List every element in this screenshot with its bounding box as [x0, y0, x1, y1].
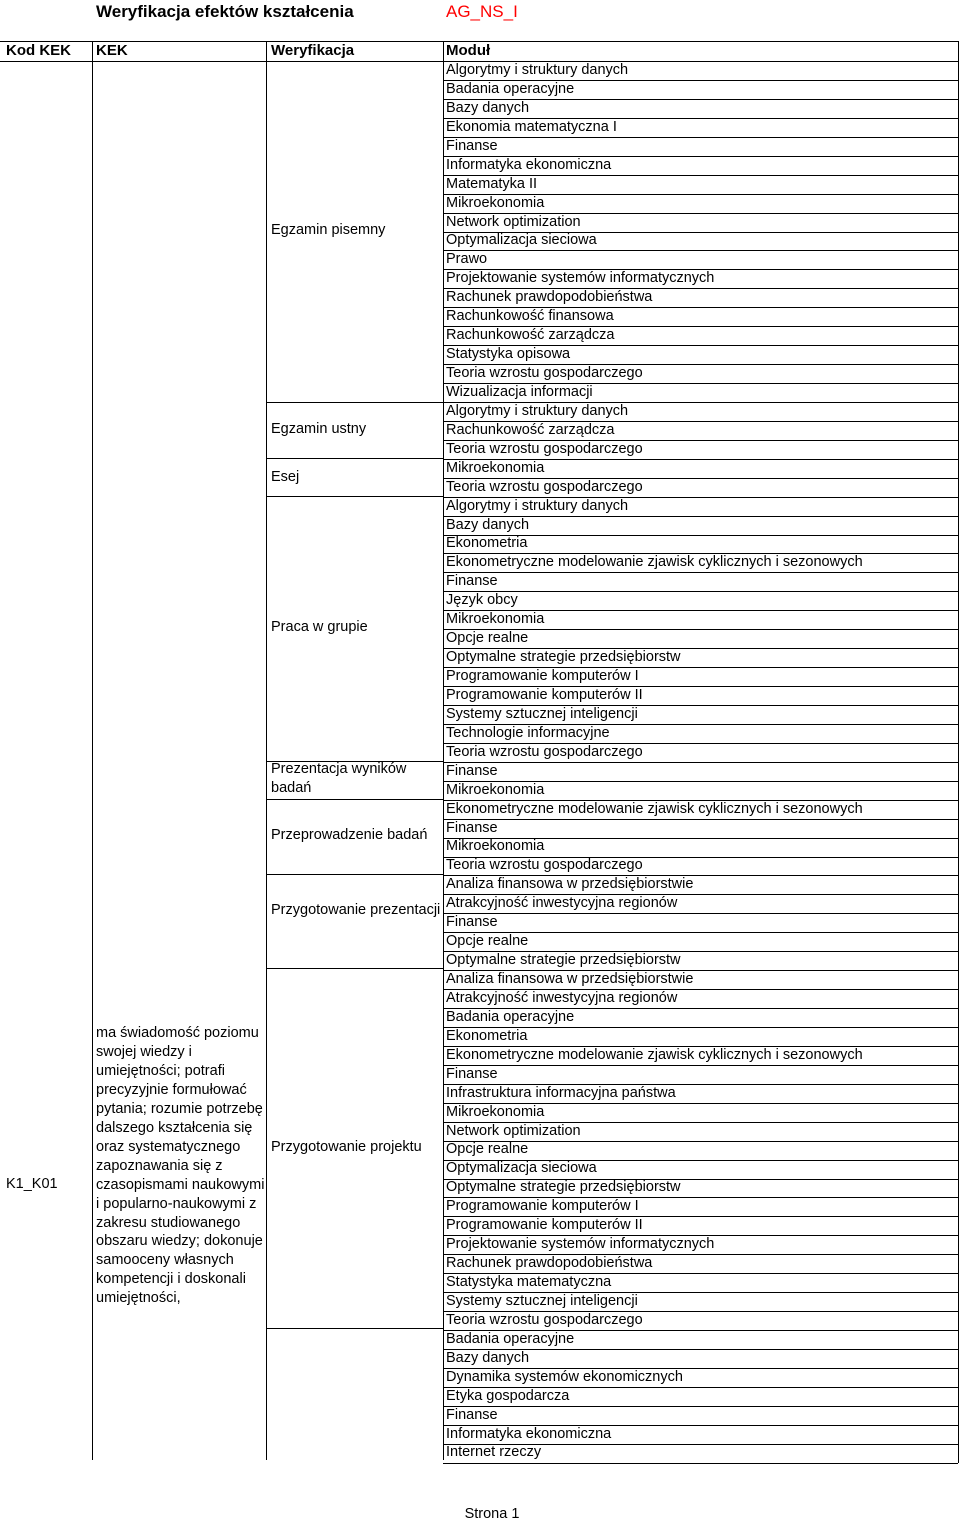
- module-item: Język obcy: [446, 592, 518, 609]
- module-item: Ekonometria: [446, 1027, 528, 1044]
- module-item: Optymalne strategie przedsiębiorstw: [446, 1179, 681, 1196]
- group-separator: [266, 874, 443, 875]
- module-item: Bazy danych: [446, 99, 530, 116]
- method-przeprowadzenie-badan: Przeprowadzenie badań: [271, 827, 428, 843]
- module-item: Wizualizacja informacji: [446, 383, 593, 400]
- module-item: Badania operacyjne: [446, 1008, 575, 1025]
- module-row-line: [443, 1463, 958, 1464]
- module-item: Ekonometria: [446, 535, 528, 552]
- module-item: Mikroekonomia: [446, 838, 545, 855]
- group-separator: [266, 402, 443, 403]
- module-item: Mikroekonomia: [446, 611, 545, 628]
- module-item: Finanse: [446, 914, 498, 931]
- module-item: Teoria wzrostu gospodarczego: [446, 857, 643, 874]
- module-item: Atrakcyjność inwestycyjna regionów: [446, 895, 678, 912]
- module-item: Informatyka ekonomiczna: [446, 1425, 612, 1442]
- module-item: Infrastruktura informacyjna państwa: [446, 1084, 676, 1101]
- module-item: Bazy danych: [446, 516, 530, 533]
- module-item: Badania operacyjne: [446, 1330, 575, 1347]
- column-header-kek: KEK: [96, 42, 128, 59]
- module-item: Programowanie komputerów I: [446, 1198, 639, 1215]
- module-item: Optymalne strategie przedsiębiorstw: [446, 649, 681, 666]
- module-item: Ekonometryczne modelowanie zjawisk cyklicznych i sezonowych: [446, 554, 863, 571]
- module-item: Bazy danych: [446, 1349, 530, 1366]
- module-item: Rachunkowość finansowa: [446, 308, 614, 325]
- group-separator: [266, 458, 443, 459]
- method-przygotowanie-projektu: Przygotowanie projektu: [271, 1139, 422, 1155]
- module-item: Finanse: [446, 573, 498, 590]
- module-item: Rachunkowość zarządcza: [446, 327, 615, 344]
- module-item: Mikroekonomia: [446, 194, 545, 211]
- module-item: Matematyka II: [446, 175, 538, 192]
- method-esej: Esej: [271, 469, 300, 485]
- module-item: Teoria wzrostu gospodarczego: [446, 440, 643, 457]
- module-item: Ekonomia matematyczna I: [446, 118, 617, 135]
- module-item: Opcje realne: [446, 1141, 529, 1158]
- module-column-right-border: [958, 61, 959, 1463]
- module-item: Statystyka matematyczna: [446, 1274, 612, 1290]
- group-separator: [266, 1328, 443, 1329]
- module-item: Etyka gospodarcza: [446, 1387, 570, 1404]
- group-separator: [266, 968, 443, 969]
- module-item: Finanse: [446, 1065, 498, 1082]
- program-code: AG_NS_I: [446, 2, 518, 21]
- module-item: Finanse: [446, 819, 498, 836]
- method-egzamin-ustny: Egzamin ustny: [271, 421, 367, 437]
- method-prezentacja-wynikow-badan: Prezentacja wyników badań: [271, 761, 407, 796]
- module-item: Finanse: [446, 137, 498, 154]
- column-header-kod-kek: Kod KEK: [6, 42, 71, 59]
- module-item: Algorytmy i struktury danych: [446, 497, 629, 514]
- column-header-weryfikacja: Weryfikacja: [271, 42, 355, 59]
- table-right-border: [958, 41, 959, 61]
- module-item: Mikroekonomia: [446, 781, 545, 798]
- module-item: Mikroekonomia: [446, 459, 545, 476]
- page-number: Strona 1: [464, 1506, 520, 1522]
- module-item: Algorytmy i struktury danych: [446, 62, 629, 78]
- module-item: Optymalizacja sieciowa: [446, 232, 597, 249]
- module-item: Teoria wzrostu gospodarczego: [446, 365, 643, 381]
- module-item: Ekonometryczne modelowanie zjawisk cyklicznych i sezonowych: [446, 800, 863, 817]
- method-przygotowanie-prezentacji: Przygotowanie prezentacji: [271, 902, 441, 918]
- method-egzamin-pisemny: Egzamin pisemny: [271, 222, 386, 238]
- module-item: Teoria wzrostu gospodarczego: [446, 1311, 643, 1328]
- module-item: Teoria wzrostu gospodarczego: [446, 478, 643, 495]
- module-item: Projektowanie systemów informatycznych: [446, 1236, 715, 1253]
- module-item: Rachunek prawdopodobieństwa: [446, 289, 653, 306]
- module-item: Algorytmy i struktury danych: [446, 402, 629, 419]
- module-item: Optymalne strategie przedsiębiorstw: [446, 952, 681, 969]
- module-item: Finanse: [446, 1406, 498, 1423]
- module-item: Opcje realne: [446, 630, 529, 647]
- module-item: Informatyka ekonomiczna: [446, 156, 612, 173]
- column-divider-modul: [443, 41, 444, 1460]
- document-title: Weryfikacja efektów kształcenia: [96, 2, 354, 21]
- module-item: Programowanie komputerów II: [446, 686, 643, 703]
- module-item: Optymalizacja sieciowa: [446, 1160, 597, 1177]
- module-item: Rachunkowość zarządcza: [446, 421, 615, 438]
- group-separator: [266, 799, 443, 800]
- module-item: Technologie informacyjne: [446, 724, 610, 741]
- module-item: Programowanie komputerów II: [446, 1217, 643, 1234]
- module-item: Analiza finansowa w przedsiębiorstwie: [446, 971, 694, 987]
- module-item: Mikroekonomia: [446, 1103, 545, 1120]
- module-item: Statystyka opisowa: [446, 346, 571, 363]
- module-item: Atrakcyjność inwestycyjna regionów: [446, 989, 678, 1006]
- module-item: Badania operacyjne: [446, 80, 575, 97]
- column-header-modul: Moduł: [446, 42, 491, 59]
- module-item: Teoria wzrostu gospodarczego: [446, 743, 643, 760]
- module-item: Finanse: [446, 762, 498, 779]
- kek-code: K1_K01: [6, 1176, 58, 1192]
- module-item: Rachunek prawdopodobieństwa: [446, 1255, 653, 1272]
- method-praca-w-grupie: Praca w grupie: [271, 619, 368, 635]
- module-item: Network optimization: [446, 213, 581, 230]
- column-divider-kek: [92, 41, 93, 1460]
- module-list: [446, 61, 958, 1462]
- module-item: Systemy sztucznej inteligencji: [446, 1292, 638, 1309]
- module-item: Projektowanie systemów informatycznych: [446, 270, 715, 287]
- module-item: Analiza finansowa w przedsiębiorstwie: [446, 876, 694, 893]
- module-item: Systemy sztucznej inteligencji: [446, 705, 638, 722]
- module-item: Dynamika systemów ekonomicznych: [446, 1368, 683, 1385]
- module-item: Internet rzeczy: [446, 1444, 542, 1461]
- group-separator: [266, 496, 443, 497]
- module-item: Programowanie komputerów I: [446, 668, 639, 684]
- kek-description: ma świadomość poziomu swojej wiedzy i umiejętności; potrafi precyzyjnie formułować pytania; rozumie potrzebę dalszego kształcenia się oraz systematycznego zapoznawania się z czasopismami naukowymi i popularno-naukowymi z zakresu studiowanego obszaru wiedzy; dokonuje samooceny własnych kompetencji i doskonali umiejętności,: [96, 1025, 265, 1307]
- module-item: Prawo: [446, 251, 488, 268]
- module-item: Opcje realne: [446, 933, 529, 950]
- module-item: Network optimization: [446, 1122, 581, 1139]
- module-item: Ekonometryczne modelowanie zjawisk cyklicznych i sezonowych: [446, 1046, 863, 1063]
